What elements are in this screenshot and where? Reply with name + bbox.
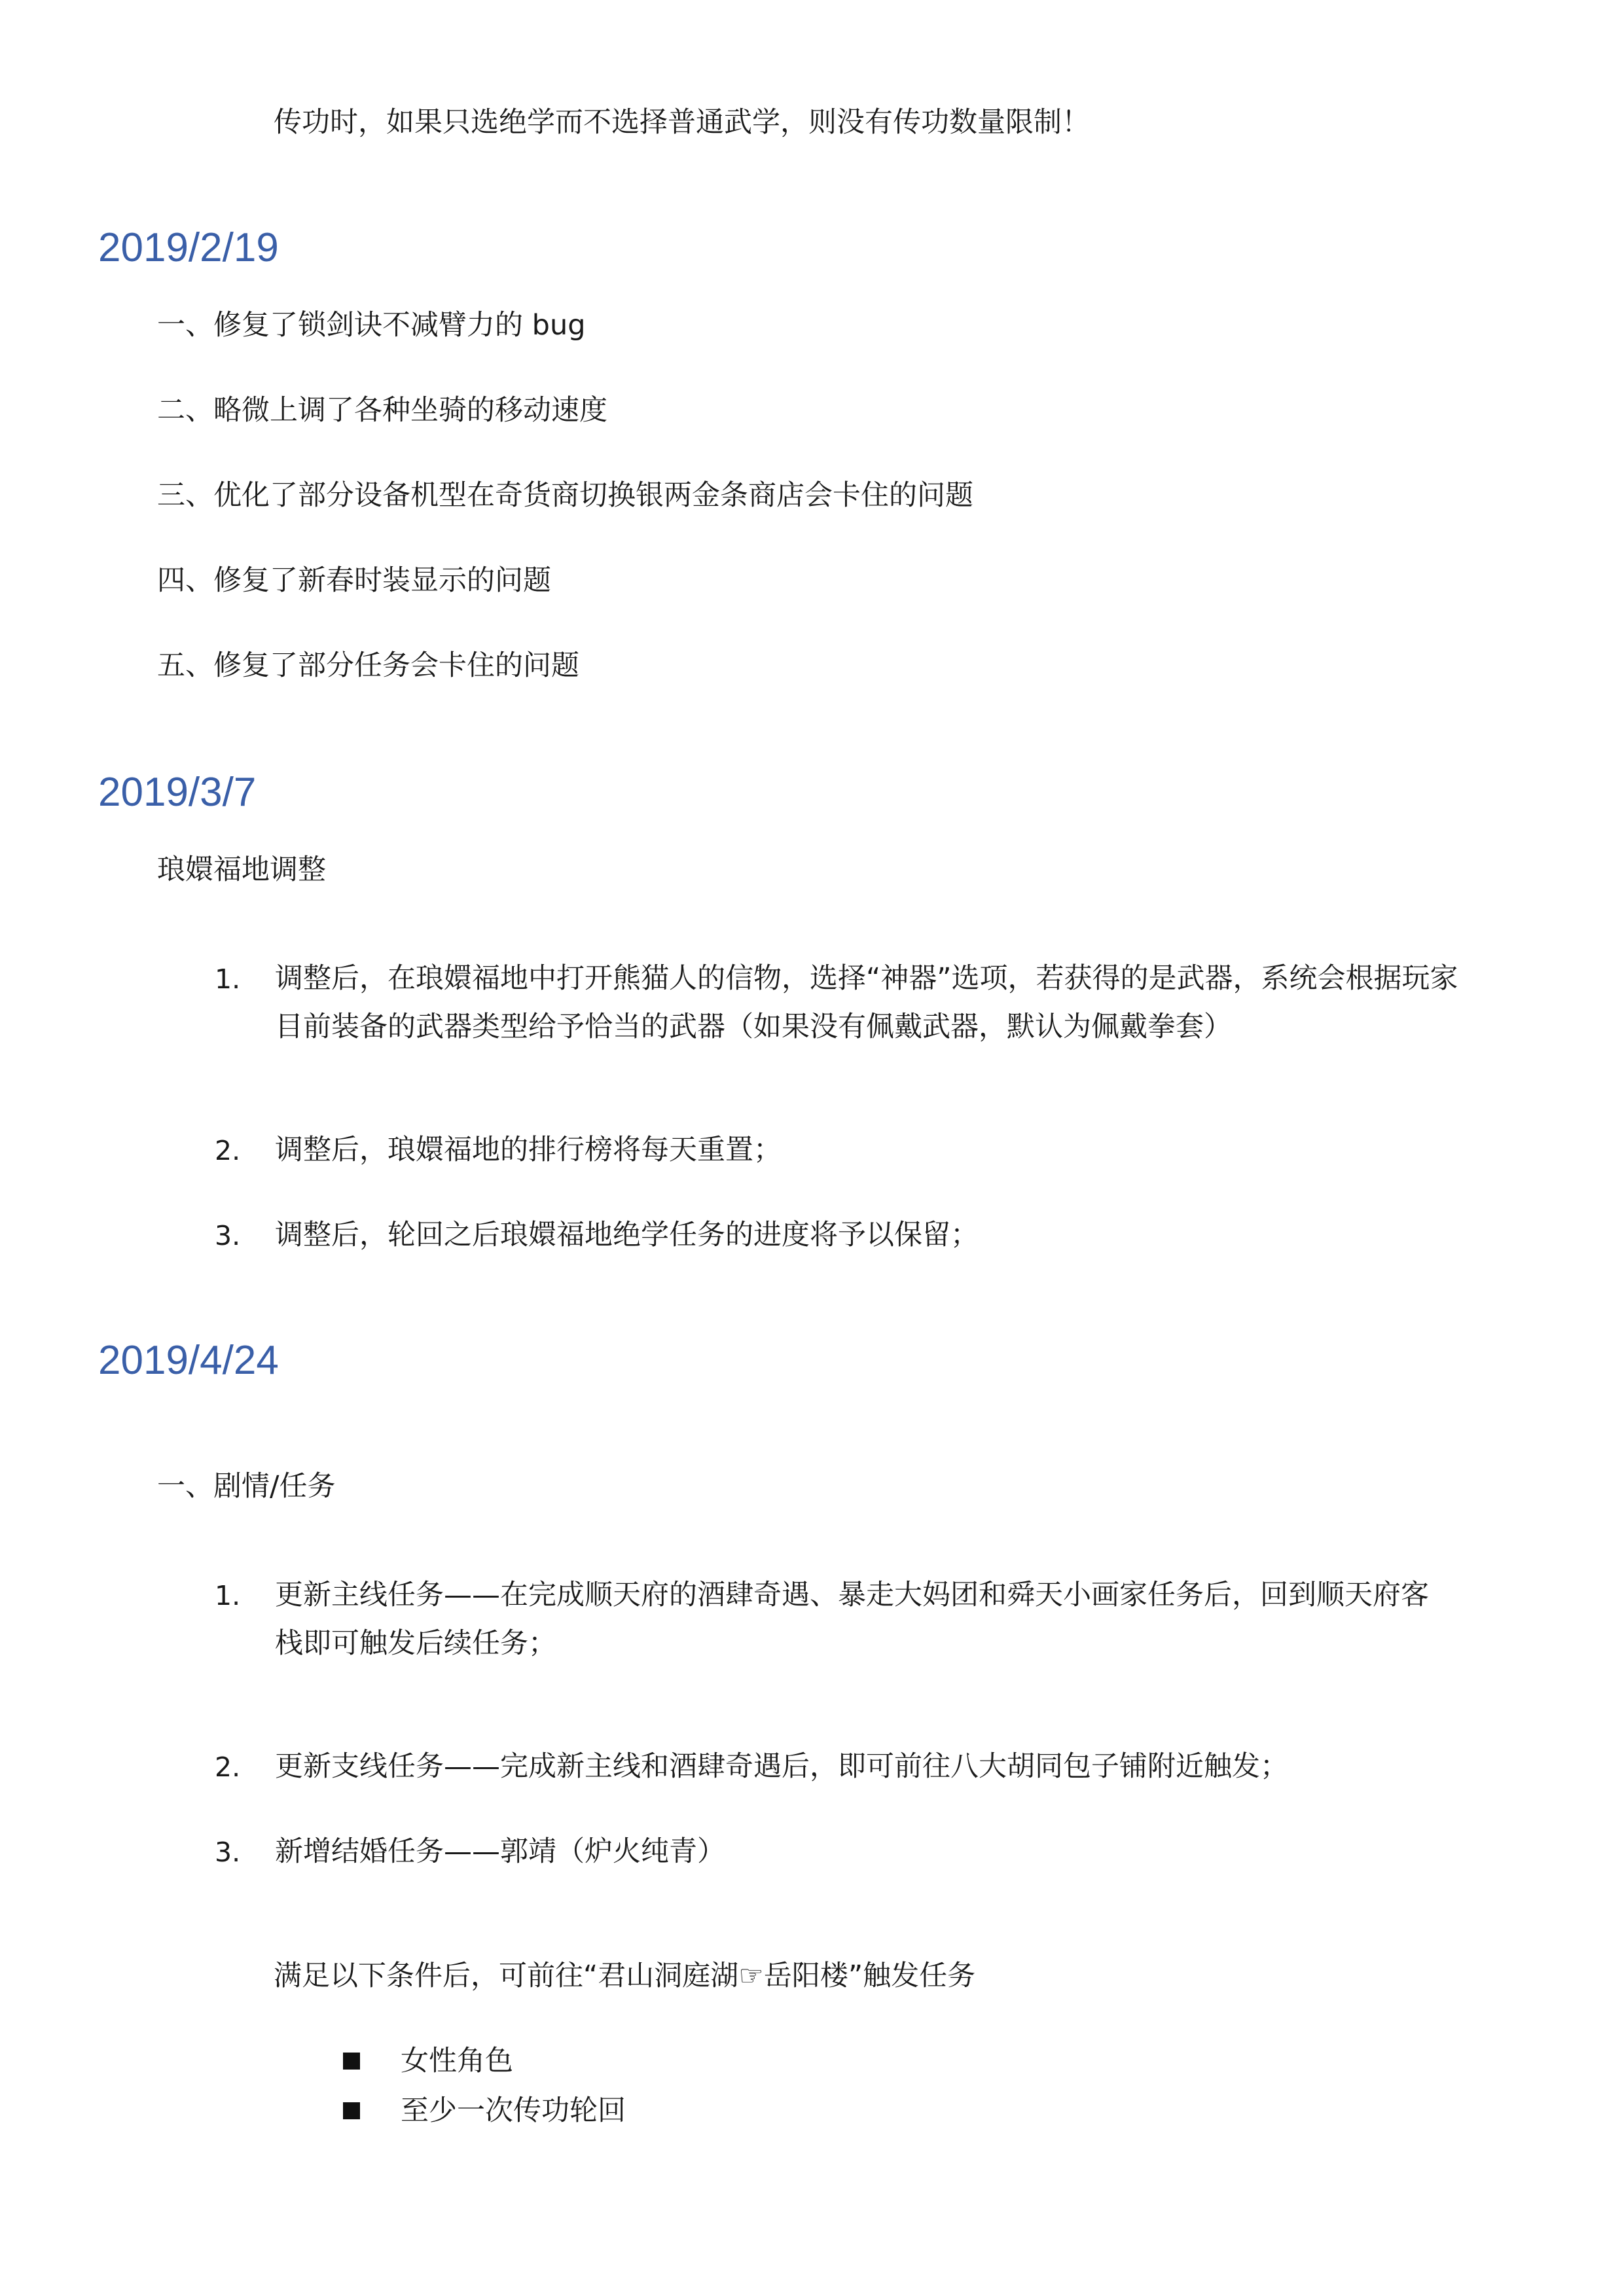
condition-intro: 满足以下条件后，可前往“君山洞庭湖☞岳阳楼”触发任务 (274, 1960, 976, 1992)
intro-line: 传功时，如果只选绝学而不选择普通武学，则没有传功数量限制！ (274, 106, 1090, 139)
list-item-text: 目前装备的武器类型给予恰当的武器（如果没有佩戴武器，默认为佩戴拳套） (275, 1011, 1232, 1043)
list-item-text: 更新支线任务——完成新主线和酒肆奇遇后，即可前往八大胡同包子铺附近触发； (275, 1750, 1288, 1783)
section-subtitle: 琅嬛福地调整 (157, 853, 326, 886)
changelog-item: 三、优化了部分设备机型在奇货商切换银两金条商店会卡住的问题 (157, 479, 973, 512)
list-item-text: 新增结婚任务——郭靖（炉火纯青） (275, 1835, 725, 1868)
list-item-text: 调整后，琅嬛福地的排行榜将每天重置； (275, 1134, 782, 1166)
changelog-item: 一、修复了锁剑诀不减臂力的 bug (157, 309, 586, 342)
section-date-heading: 2019/4/24 (98, 1338, 279, 1383)
section-date-heading: 2019/3/7 (98, 770, 257, 815)
list-item-text: 栈即可触发后续任务； (275, 1627, 556, 1660)
condition-item: 女性角色 (401, 2045, 513, 2077)
changelog-item: 五、修复了部分任务会卡住的问题 (157, 649, 579, 682)
list-number: 1. (215, 1580, 241, 1611)
list-item-text: 调整后，在琅嬛福地中打开熊猫人的信物，选择“神器”选项，若获得的是武器，系统会根据玩家 (275, 962, 1458, 995)
changelog-item: 二、略微上调了各种坐骑的移动速度 (157, 394, 607, 427)
list-number: 1. (215, 963, 241, 995)
condition-item: 至少一次传功轮回 (401, 2094, 626, 2127)
section-date-heading: 2019/2/19 (98, 225, 279, 270)
list-item-text: 调整后，轮回之后琅嬛福地绝学任务的进度将予以保留； (275, 1219, 979, 1251)
square-bullet-icon (343, 2102, 360, 2119)
square-bullet-icon (343, 2053, 360, 2070)
list-number: 3. (215, 1837, 241, 1868)
changelog-item: 四、修复了新春时装显示的问题 (157, 564, 551, 597)
list-number: 3. (215, 1220, 241, 1251)
section-subtitle: 一、剧情/任务 (157, 1470, 336, 1503)
list-number: 2. (215, 1135, 241, 1166)
list-item-text: 更新主线任务——在完成顺天府的酒肆奇遇、暴走大妈团和舜天小画家任务后，回到顺天府客 (275, 1579, 1429, 1611)
list-number: 2. (215, 1751, 241, 1783)
